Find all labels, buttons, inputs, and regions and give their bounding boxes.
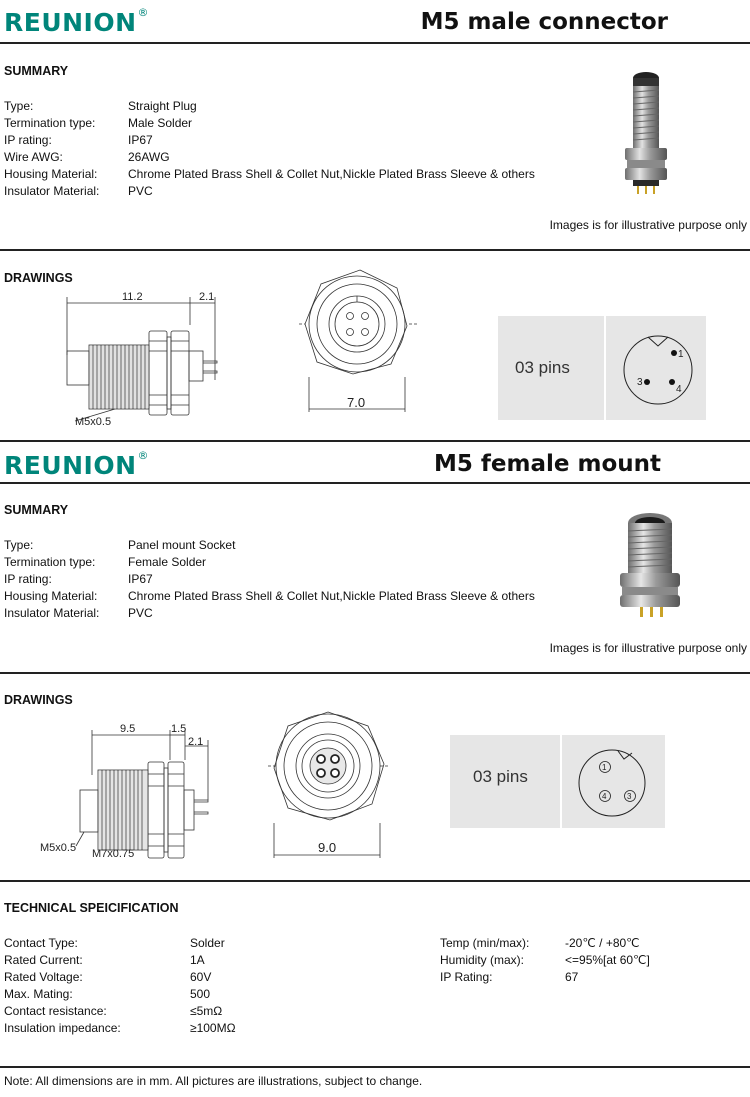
tech-value: 60V [190, 970, 212, 984]
female-connector-photo [614, 505, 686, 623]
female-dim-flange: 1.5 [171, 723, 187, 735]
tech-value: ≤5mΩ [190, 1004, 223, 1018]
spec-value: Chrome Plated Brass Shell & Collet Nut,Nickle Plated Brass Sleeve & others [128, 589, 535, 603]
spec-label: Housing Material: [4, 589, 98, 603]
female-pin-diagram [450, 735, 665, 828]
spec-label: Insulator Material: [4, 606, 100, 620]
divider [0, 42, 750, 44]
female-pins-label: 03 pins [473, 767, 528, 786]
brand-name: REUNION [4, 451, 137, 480]
tech-value: 67 [565, 970, 579, 984]
spec-value: Panel mount Socket [128, 538, 236, 552]
spec-value: PVC [128, 606, 153, 620]
tech-label: Humidity (max): [440, 953, 525, 967]
female-photo-caption: Images is for illustrative purpose only [549, 641, 747, 655]
tech-value: -20℃ / +80℃ [565, 936, 640, 950]
female-dim-tail: 2.1 [188, 736, 204, 748]
tech-row [4, 953, 83, 967]
female-front-drawing [268, 708, 398, 860]
male-front-drawing [295, 262, 425, 414]
divider [0, 880, 750, 882]
pin-number: 3 [627, 792, 632, 801]
divider [0, 672, 750, 674]
pinbox-divider [560, 735, 562, 828]
tech-row [4, 1004, 107, 1018]
tech-label: Contact Type: [4, 936, 78, 950]
spec-label: Type: [4, 538, 34, 552]
spec-label: Type: [4, 99, 34, 113]
male-drawings-title: DRAWINGS [4, 271, 73, 285]
divider [0, 482, 750, 484]
tech-label: Rated Current: [4, 953, 83, 967]
tech-value: Solder [190, 936, 225, 950]
tech-row [4, 1021, 121, 1035]
spec-label: Termination type: [4, 555, 96, 569]
pin-number: 3 [637, 377, 643, 388]
tech-row [4, 970, 83, 984]
male-connector-photo [615, 68, 677, 196]
tech-label: Insulation impedance: [4, 1021, 121, 1035]
spec-value: IP67 [128, 572, 153, 586]
male-photo-caption: Images is for illustrative purpose only [549, 218, 747, 232]
tech-row [4, 936, 78, 950]
female-dim-length: 9.5 [120, 723, 136, 735]
tech-value: 500 [190, 987, 211, 1001]
male-dim-width: 7.0 [347, 395, 366, 410]
female-title: M5 female mount [434, 451, 661, 477]
pin-number: 1 [678, 349, 684, 360]
registered-mark: ® [137, 449, 150, 462]
brand-logo [4, 451, 149, 480]
spec-value: Female Solder [128, 555, 207, 569]
brand-logo [4, 8, 149, 37]
spec-value: Male Solder [128, 116, 193, 130]
tech-title: TECHNICAL SPEICIFICATION [4, 901, 179, 915]
tech-label: Rated Voltage: [4, 970, 83, 984]
spec-label: Wire AWG: [4, 150, 63, 164]
tech-row [4, 987, 73, 1001]
spec-label: Insulator Material: [4, 184, 100, 198]
spec-label: IP rating: [4, 133, 52, 147]
brand-name: REUNION [4, 8, 137, 37]
male-pin-diagram [498, 316, 706, 420]
female-dim-thread2: M7x0.75 [92, 848, 135, 860]
male-pin-face [618, 324, 702, 414]
tech-value: ≥100MΩ [190, 1021, 236, 1035]
tech-label: Contact resistance: [4, 1004, 107, 1018]
spec-value: IP67 [128, 133, 153, 147]
male-pins-label: 03 pins [515, 358, 570, 377]
pinbox-divider [604, 316, 606, 420]
female-side-drawing [40, 720, 220, 862]
male-side-drawing [55, 285, 235, 430]
pin-number: 4 [602, 792, 607, 801]
male-title: M5 male connector [420, 9, 668, 35]
spec-label: Termination type: [4, 116, 96, 130]
footer-note: Note: All dimensions are in mm. All pictures are illustrations, subject to change. [4, 1074, 423, 1088]
spec-value: 26AWG [128, 150, 170, 164]
female-pin-face [574, 739, 654, 825]
female-dim-width: 9.0 [318, 840, 337, 855]
tech-value: <=95%[at 60℃] [565, 953, 650, 967]
male-dim-length: 11.2 [122, 291, 143, 303]
pin-number: 1 [602, 763, 607, 772]
registered-mark: ® [137, 6, 150, 19]
tech-value: 1A [190, 953, 205, 967]
divider [0, 249, 750, 251]
female-summary-title: SUMMARY [4, 503, 69, 517]
spec-label: Housing Material: [4, 167, 98, 181]
female-dim-thread: M5x0.5 [40, 842, 77, 854]
pin-number: 4 [676, 384, 682, 395]
spec-value: PVC [128, 184, 153, 198]
male-dim-tail: 2.1 [199, 291, 215, 303]
spec-value: Straight Plug [128, 99, 197, 113]
female-drawings-title: DRAWINGS [4, 693, 73, 707]
tech-label: IP Rating: [440, 970, 493, 984]
spec-label: IP rating: [4, 572, 52, 586]
male-dim-thread: M5x0.5 [75, 416, 112, 428]
tech-label: Temp (min/max): [440, 936, 530, 950]
divider [0, 1066, 750, 1068]
divider [0, 440, 750, 442]
tech-label: Max. Mating: [4, 987, 73, 1001]
spec-value: Chrome Plated Brass Shell & Collet Nut,Nickle Plated Brass Sleeve & others [128, 167, 535, 181]
male-summary-title: SUMMARY [4, 64, 69, 78]
